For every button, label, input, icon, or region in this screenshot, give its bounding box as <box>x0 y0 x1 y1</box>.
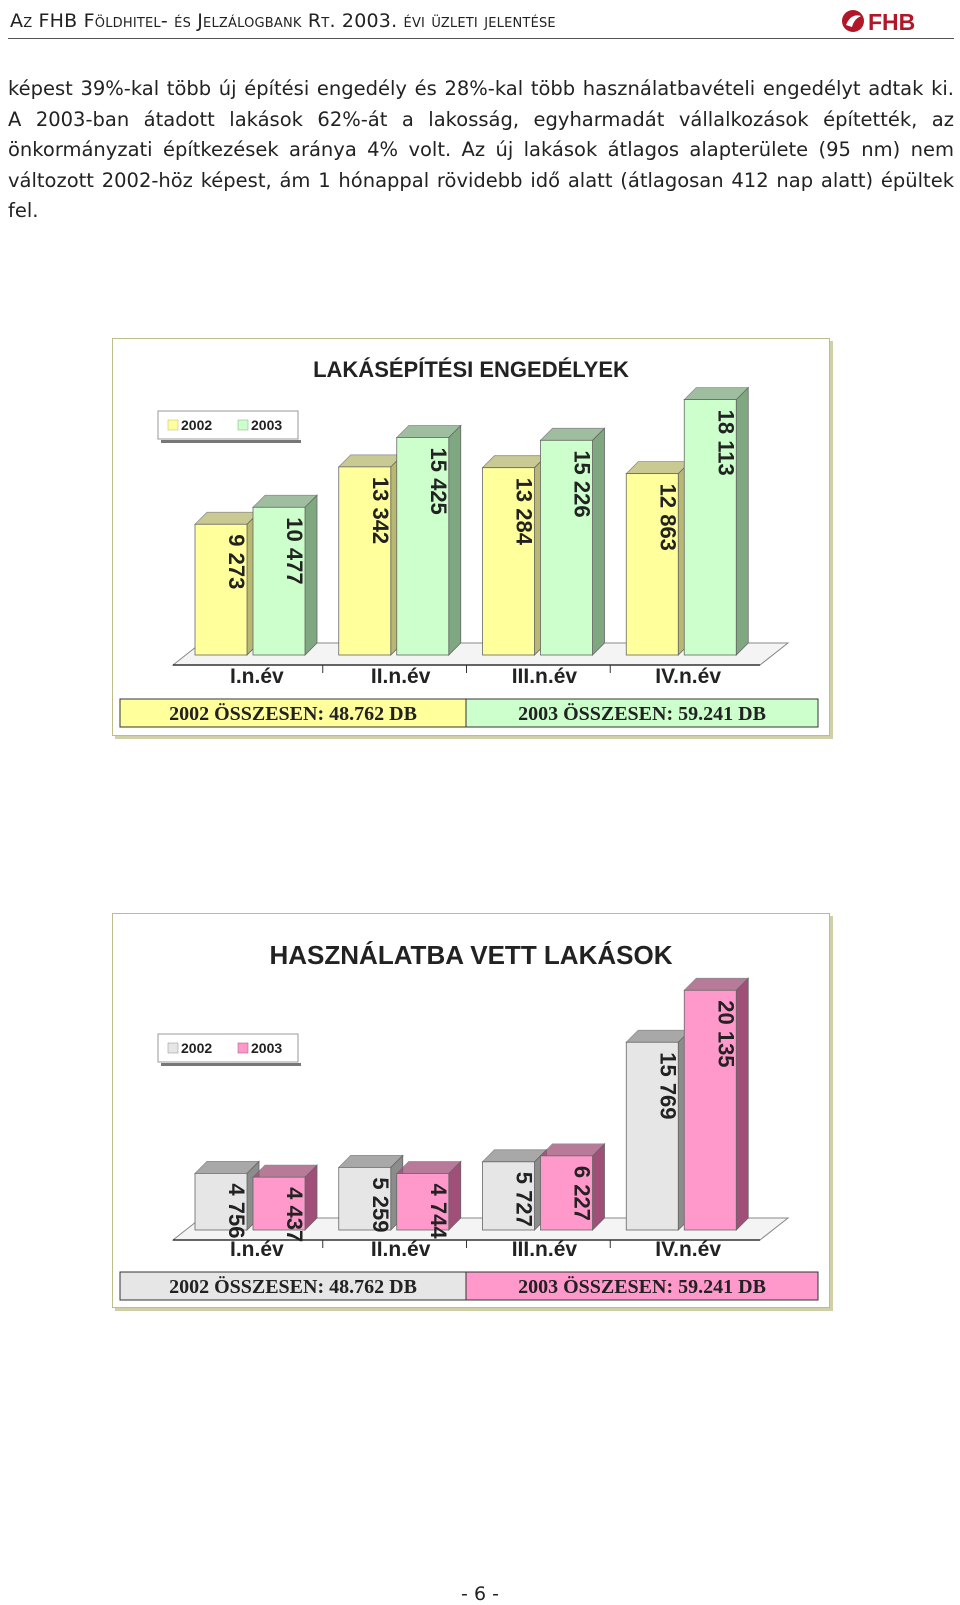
data-label: 5 259 <box>367 1177 393 1233</box>
data-label: 15 769 <box>655 1052 681 1120</box>
data-label: 13 342 <box>367 476 393 545</box>
x-tick-label: III.n.év <box>511 1238 578 1261</box>
total-label-2002: 2002 ÖSSZESEN: 48.762 DB <box>169 1276 417 1298</box>
legend-shadow <box>161 1063 301 1066</box>
data-label: 6 227 <box>569 1165 595 1221</box>
data-label: 5 727 <box>511 1171 537 1227</box>
building-permits-chart-svg <box>113 339 829 735</box>
x-tick-label: II.n.év <box>370 1238 431 1261</box>
legend-shadow <box>161 440 301 443</box>
x-tick-label: IV.n.év <box>655 665 722 688</box>
legend-swatch-2002 <box>168 1043 178 1053</box>
data-label: 15 425 <box>425 447 451 515</box>
legend-label-2002: 2002 <box>181 417 213 433</box>
x-tick-label: IV.n.év <box>655 1238 722 1261</box>
legend-swatch-2002 <box>168 420 178 430</box>
x-tick-label: II.n.év <box>370 665 431 688</box>
occupied-dwellings-chart-svg <box>113 914 829 1307</box>
data-label: 4 756 <box>224 1183 249 1239</box>
x-tick-label: III.n.év <box>511 665 578 688</box>
page-header <box>8 6 954 39</box>
svg-text:FHB: FHB <box>868 9 916 34</box>
total-label-2002: 2002 ÖSSZESEN: 48.762 DB <box>169 703 417 725</box>
legend-label-2002: 2002 <box>181 1040 213 1056</box>
data-label: 13 284 <box>511 477 537 545</box>
x-tick-label: I.n.év <box>230 1238 284 1261</box>
data-label: 4 437 <box>282 1187 307 1243</box>
legend-label-2003: 2003 <box>251 417 283 433</box>
legend-label-2003: 2003 <box>251 1040 283 1056</box>
body-paragraph: képest 39%-kal több új építési engedély és 28%-kal több használatbavételi engedélyt adtak ki. A 2003-ban átadott lakások 62%-át a lakosság, egyharmadát vállalkozások építették, az önkormányzati építkezések aránya 4% volt. Az új lakások átlagos alapterülete (95 nm) nem változott 2002-höz képest, ám 1 hónappal rövidebb idő alatt (átlagosan 412 nap alatt) épültek fel. <box>8 77 954 222</box>
data-label: 4 744 <box>425 1183 451 1239</box>
report-title: Az FHB Földhitel- és Jelzálogbank Rt. 2003. évi üzleti jelentése <box>10 10 556 32</box>
total-label-2003: 2003 ÖSSZESEN: 59.241 DB <box>518 1276 766 1298</box>
page-number: - 6 - <box>461 1583 499 1605</box>
legend <box>158 411 301 443</box>
data-label: 15 226 <box>569 450 595 518</box>
legend-swatch-2003 <box>238 1043 248 1053</box>
x-tick-label: I.n.év <box>230 665 284 688</box>
data-label: 9 273 <box>224 534 249 590</box>
total-label-2003: 2003 ÖSSZESEN: 59.241 DB <box>518 703 766 725</box>
legend <box>158 1034 301 1066</box>
data-label: 20 135 <box>713 1000 739 1068</box>
fhb-logo <box>840 8 944 34</box>
data-label: 18 113 <box>713 409 739 476</box>
chart-title: LAKÁSÉPÍTÉSI ENGEDÉLYEK <box>313 357 629 382</box>
occupied-dwellings-chart <box>112 913 830 1308</box>
building-permits-chart <box>112 338 830 736</box>
data-label: 10 477 <box>282 517 307 585</box>
legend-swatch-2003 <box>238 420 248 430</box>
data-label: 12 863 <box>655 483 681 551</box>
chart-title: HASZNÁLATBA VETT LAKÁSOK <box>269 940 673 970</box>
